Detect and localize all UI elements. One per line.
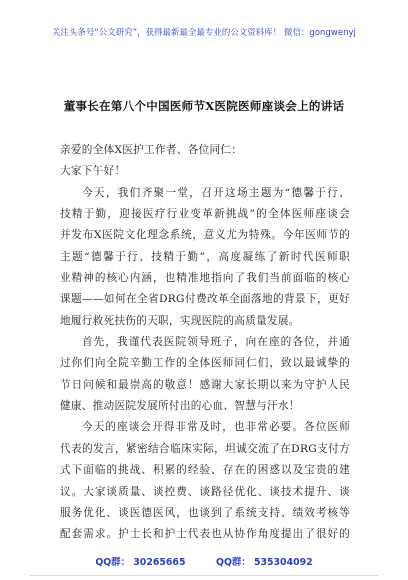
body-line: 首先，我谨代表医院领导班子，向在座的各位，并通 bbox=[82, 336, 350, 349]
body-line: 健康、推动医院发展所付出的心血、智慧与汗水！ bbox=[60, 400, 300, 413]
body-line: 配套需求。护士长和护士代表也从协作角度提出了很好的 bbox=[60, 528, 350, 541]
body-line: 议。大家谈质量、谈控费、谈路径优化、谈技术提升、谈 bbox=[60, 485, 350, 498]
body-line: 服务优化、谈医德医风，也谈到了系统支持、绩效考核等 bbox=[60, 506, 350, 519]
body-line: 技精于勤，迎接医疗行业变革新挑战”的全体医师座谈会 bbox=[60, 208, 350, 221]
body-line: 地履行救死扶伤的天职，实现医院的高质量发展。 bbox=[60, 314, 300, 327]
footer-qq-label-1: QQ群： bbox=[95, 557, 131, 568]
page-header bbox=[0, 0, 408, 44]
document-title: 董事长在第八个中国医师节X医院医师座谈会上的讲话 bbox=[63, 99, 345, 113]
document-body bbox=[60, 140, 350, 546]
footer-qq-label-2: QQ群： bbox=[216, 557, 251, 568]
footer-qq-value-2: 535304092 bbox=[253, 557, 313, 568]
body-line: 主题“德馨于行、技精于勤”，高度凝练了新时代医师职 bbox=[60, 250, 350, 263]
body-line: 过你们向全院辛勤工作的全体医师同仁们，致以最诚挚的 bbox=[60, 357, 350, 370]
page-footer bbox=[0, 554, 408, 568]
body-line: 课题——如何在全省DRG付费改革全面落地的背景下，更好 bbox=[60, 293, 350, 306]
body-line: 并发布X医院文化理念系统，意义尤为特殊。今年医师节的 bbox=[60, 229, 350, 242]
header-promo-text: 关注头条号“公文研究”，获得最新最全最专业的公文资料库！ 微信：gongwenyj bbox=[52, 27, 356, 37]
footer-qq-value-1: 30265665 bbox=[133, 557, 186, 568]
body-line: 今天的座谈会开得非常及时，也非常必要。各位医师 bbox=[82, 421, 350, 434]
body-line: 节日问候和最崇高的敬意！感谢大家长期以来为守护人民 bbox=[60, 378, 350, 391]
body-line-salutation: 亲爱的全体X医护工作者、各位同仁： bbox=[60, 144, 243, 156]
body-line: 代表的发言，紧密结合临床实际，坦诚交流了在DRG支付方 bbox=[60, 442, 350, 455]
body-line: 今天，我们齐聚一堂，召开这场主题为“德馨于行、 bbox=[82, 186, 350, 199]
body-line-greeting: 大家下午好！ bbox=[60, 165, 126, 178]
body-line: 式下面临的挑战、积累的经验、存在的困惑以及宝贵的建 bbox=[60, 464, 350, 477]
footer-divider bbox=[30, 575, 378, 576]
body-line: 业精神的核心内涵，也精准地指向了我们当前面临的核心 bbox=[60, 272, 350, 285]
